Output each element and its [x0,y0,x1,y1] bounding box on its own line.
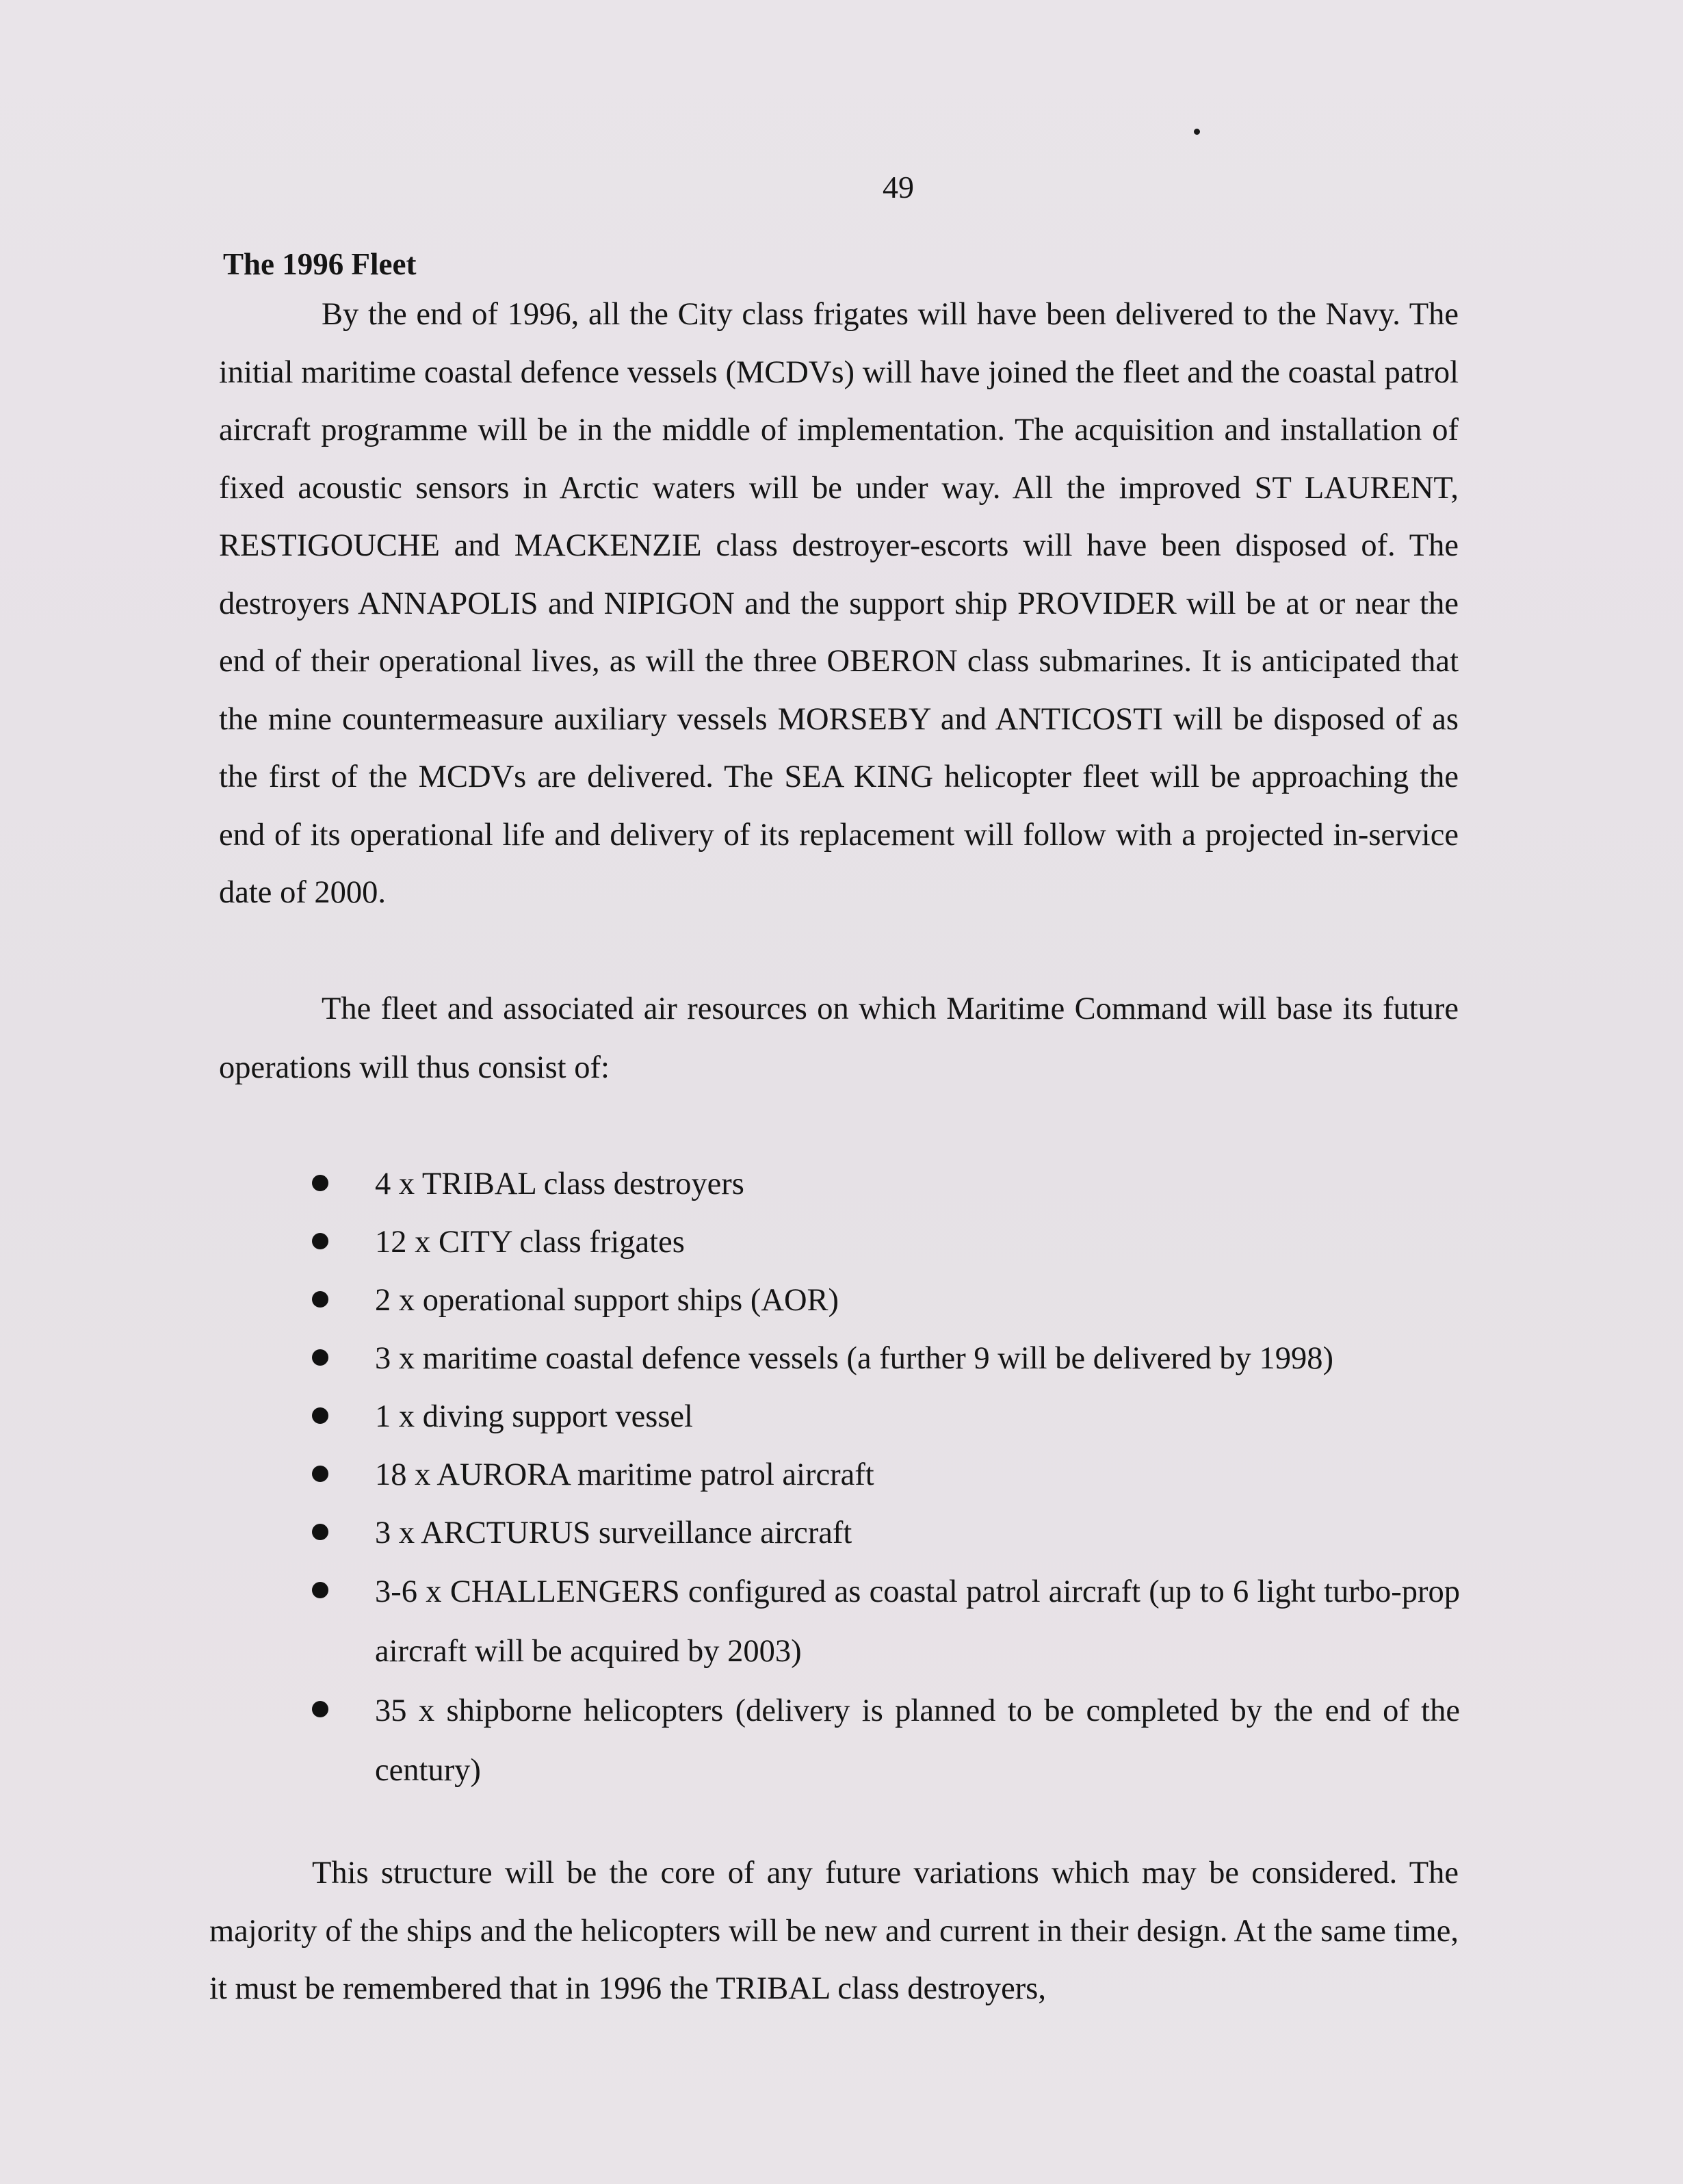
intro-paragraph: By the end of 1996, all the City class frigates will have been delivered to the Navy. The initial maritime coastal defence vessels (MCDVs) will have joined the fleet and the coastal patrol aircraft programme will be in the middle of implementation. The acquisition and installation of fixed acoustic sensors in Arctic waters will be under way. All the improved ST LAURENT, RESTIGOUCHE and MACKENZIE class destroyer-escorts will have been disposed of. The destroyers ANNAPOLIS and NIPIGON and the support ship PROVIDER will be at or near the end of their operational lives, as will the three OBERON class submarines. It is anticipated that the mine countermeasure auxiliary vessels MORSEBY and ANTICOSTI will be disposed of as the first of the MCDVs are delivered. The SEA KING helicopter fleet will be approaching the end of its operational life and delivery of its replacement will follow with a projected in-service date of 2000. [219,297,1459,910]
list-item-text: 3-6 x CHALLENGERS configured as coastal patrol aircraft (up to 6 light turbo-prop aircraft will be acquired by 2003) [375,1574,1460,1669]
list-item-text: 2 x operational support ships (AOR) [375,1283,839,1318]
conclusion-paragraph: This structure will be the core of any future variations which may be considered. The majority of the ships and the helicopters will be new and current in their design. At the same time, it must be remembered that in 1996 the TRIBAL class destroyers, [209,1856,1459,2006]
list-item-text: 3 x maritime coastal defence vessels (a further 9 will be delivered by 1998) [375,1341,1333,1376]
list-item [312,1155,1460,1213]
section-heading: The 1996 Fleet [223,247,417,281]
list-item [312,1329,1460,1388]
bullet-icon [312,1407,328,1424]
bullet-icon [312,1524,328,1540]
list-item [312,1213,1460,1271]
ink-speck [1194,129,1200,135]
list-item-text: 1 x diving support vessel [375,1399,693,1434]
bullet-icon [312,1701,328,1717]
list-item-text: 18 x AURORA maritime patrol aircraft [375,1457,874,1492]
fleet-intro-paragraph: The fleet and associated air resources on which Maritime Command will base its future operations will thus consist of: [219,991,1459,1085]
list-item [312,1681,1460,1800]
page-number: 49 [883,170,914,205]
fleet-list [312,1155,1460,1800]
bullet-icon [312,1233,328,1249]
bullet-icon [312,1349,328,1366]
list-item-text: 4 x TRIBAL class destroyers [375,1167,744,1201]
list-item [312,1562,1460,1681]
list-item [312,1271,1460,1329]
list-item [312,1504,1460,1562]
bullet-icon [312,1291,328,1308]
bullet-icon [312,1175,328,1191]
list-item-text: 3 x ARCTURUS surveillance aircraft [375,1516,852,1550]
bullet-icon [312,1466,328,1482]
list-item [312,1388,1460,1446]
list-item-text: 35 x shipborne helicopters (delivery is planned to be completed by the end of the century) [375,1693,1460,1788]
list-item [312,1446,1460,1504]
bullet-icon [312,1582,328,1598]
list-item-text: 12 x CITY class frigates [375,1225,685,1260]
